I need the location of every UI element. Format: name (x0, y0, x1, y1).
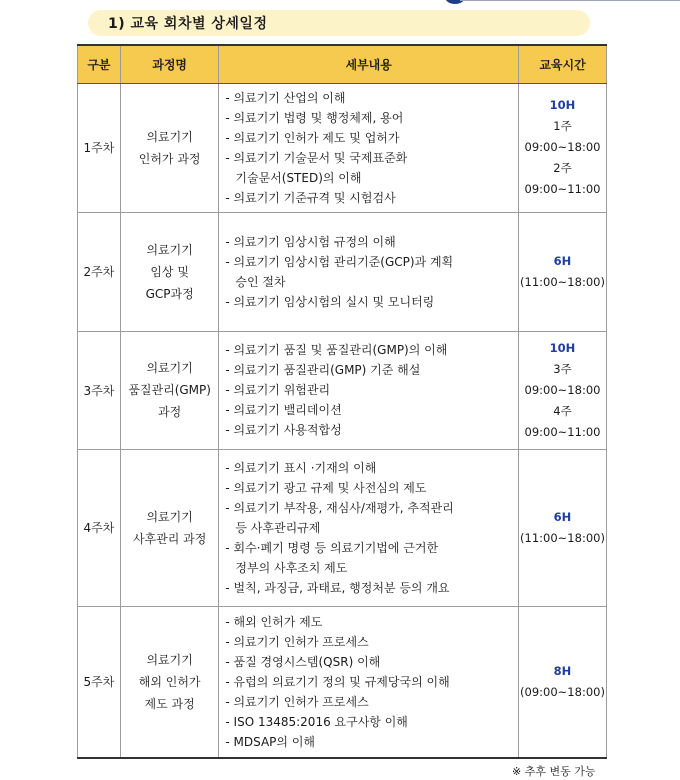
header-course: 과정명 (120, 45, 219, 83)
content-line: - 의료기기 품질 및 품질관리(GMP)의 이해 (225, 343, 448, 357)
content-line: - 의료기기 법령 및 행정체제, 용어 (225, 110, 404, 125)
course-line: GCP과정 (145, 286, 194, 301)
section-title: 1) 교육 회차별 상세일정 (108, 16, 268, 32)
content-line: - 품질 경영시스템(QSR) 이해 (225, 654, 381, 669)
content-cell (219, 83, 519, 212)
course-cell (120, 606, 219, 758)
content-line: - 의료기기 임상시험 규정의 이해 (225, 234, 396, 249)
time-line: 09:00~11:00 (524, 424, 601, 439)
table-row (78, 83, 607, 212)
hours-total: 8H (553, 663, 572, 678)
week-cell: 4주차 (78, 449, 121, 606)
content-cell (219, 331, 519, 449)
content-line: 승인 절차 (235, 274, 286, 289)
course-line: 과정 (158, 405, 182, 419)
content-line: - 의료기기 인허가 프로세스 (225, 694, 369, 709)
week-cell: 1주차 (78, 83, 121, 212)
content-line: - 의료기기 품질관리(GMP) 기준 해설 (225, 363, 421, 377)
time-cell (519, 606, 607, 758)
course-line: 해외 인허가 (138, 674, 201, 689)
table-body (78, 83, 607, 758)
header-rule (460, 0, 680, 1)
content-line: - 의료기기 인허가 제도 및 업허가 (225, 130, 400, 145)
course-line: 제도 과정 (144, 696, 195, 711)
course-line: 사후관리 과정 (132, 531, 207, 546)
time-cell (519, 83, 607, 212)
content-line: - 의료기기 기준규격 및 시험검사 (225, 190, 396, 205)
time-cell (519, 449, 607, 606)
time-line: 09:00~11:00 (524, 182, 601, 196)
schedule-table (77, 44, 607, 759)
content-line: 등 사후관리규제 (235, 520, 321, 535)
content-line: - 의료기기 부작용, 재심사/재평가, 추적관리 (225, 500, 454, 515)
content-line: - 벌칙, 과징금, 과태료, 행정처분 등의 개요 (225, 580, 450, 595)
course-cell (120, 212, 219, 331)
content-line: - 의료기기 산업의 이해 (225, 90, 346, 105)
content-line: - 의료기기 밸리데이션 (225, 403, 342, 417)
content-line: - 의료기기 사용적합성 (225, 423, 342, 437)
header-time: 교육시간 (519, 45, 607, 83)
time-line: 1주 (553, 119, 572, 133)
time-line: 3주 (553, 361, 572, 376)
course-line: 의료기기 (146, 361, 193, 375)
content-line: - 의료기기 광고 규제 및 사전심의 제도 (225, 480, 427, 495)
time-line: 4주 (553, 403, 572, 418)
course-cell (120, 449, 219, 606)
time-line: (11:00~18:00) (520, 530, 605, 545)
content-line: - 회수·폐기 명령 등 의료기기법에 근거한 (225, 540, 439, 555)
table-header-row (78, 45, 607, 83)
hours-total: 6H (553, 509, 572, 524)
table-row (78, 449, 607, 606)
time-line: 2주 (553, 161, 572, 175)
course-line: 품질관리(GMP) (128, 383, 211, 397)
hours-total: 10H (549, 98, 576, 112)
content-line: - 의료기기 위험관리 (225, 383, 331, 397)
time-cell (519, 212, 607, 331)
footnote: ※ 추후 변동 가능 (512, 765, 596, 778)
content-line: - 의료기기 표시 ·기재의 이해 (225, 460, 377, 475)
course-line: 의료기기 (146, 509, 193, 524)
content-cell (219, 606, 519, 758)
content-line: - 의료기기 인허가 프로세스 (225, 634, 369, 649)
content-line: - 해외 인허가 제도 (225, 614, 323, 629)
course-line: 의료기기 (146, 652, 193, 667)
week-cell: 3주차 (78, 331, 121, 449)
time-line: 09:00~18:00 (524, 382, 601, 397)
header-content: 세부내용 (219, 45, 519, 83)
hours-total: 10H (549, 340, 576, 355)
content-line: 기술문서(STED)의 이해 (235, 170, 362, 185)
hours-total: 6H (553, 253, 572, 268)
table-row (78, 331, 607, 449)
content-cell (219, 212, 519, 331)
content-line: 정부의 사후조치 제도 (235, 560, 348, 575)
time-line: (09:00~18:00) (520, 684, 605, 699)
content-line: - ISO 13485:2016 요구사항 이해 (225, 714, 408, 729)
week-cell: 5주차 (78, 606, 121, 758)
table-row (78, 212, 607, 331)
time-line: 09:00~18:00 (524, 140, 601, 154)
course-cell (120, 83, 219, 212)
week-cell: 2주차 (78, 212, 121, 331)
course-line: 의료기기 (146, 129, 193, 144)
content-line: - 유럽의 의료기기 정의 및 규제당국의 이해 (225, 674, 450, 689)
content-line: - MDSAP의 이해 (225, 734, 316, 749)
course-cell (120, 331, 219, 449)
course-line: 임상 및 (150, 264, 189, 279)
content-line: - 의료기기 임상시험 관리기준(GCP)과 계획 (225, 254, 454, 269)
section-title-bar (88, 10, 590, 36)
table-row (78, 606, 607, 758)
course-line: 인허가 과정 (138, 151, 201, 166)
content-cell (219, 449, 519, 606)
content-line: - 의료기기 임상시험의 실시 및 모니터링 (225, 294, 435, 309)
course-line: 의료기기 (146, 242, 193, 257)
time-line: (11:00~18:00) (520, 274, 605, 289)
header-week: 구분 (78, 45, 121, 83)
content-line: - 의료기기 기술문서 및 국제표준화 (225, 150, 408, 165)
time-cell (519, 331, 607, 449)
